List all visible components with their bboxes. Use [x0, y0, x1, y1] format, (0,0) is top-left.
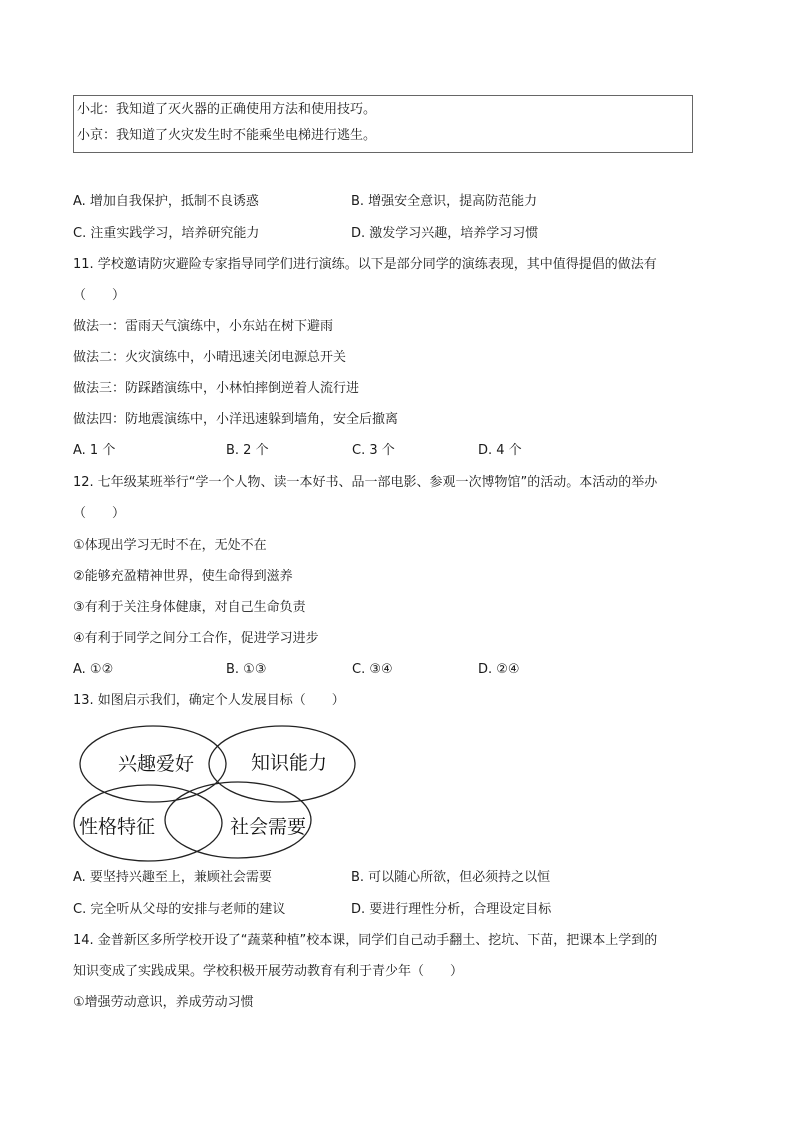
q12-item-3: ③有利于关注身体健康，对自己生命负责	[73, 600, 306, 615]
q13-option-d: D. 要进行理性分析，合理设定目标	[351, 902, 552, 917]
q14-stem-line2: 知识变成了实践成果。学校积极开展劳动教育有利于青少年（ ）	[73, 964, 464, 979]
q11-item-1: 做法一：雷雨天气演练中，小东站在树下避雨	[73, 319, 334, 334]
q14-stem-line1: 14. 金普新区多所学校开设了“蔬菜种植”校本课，同学们自己动手翻土、挖坑、下苗，把课本上学到的	[73, 933, 658, 948]
q10-option-c: C. 注重实践学习，培养研究能力	[73, 226, 260, 241]
q12-option-b: B. ①③	[226, 662, 267, 677]
q11-stem-line2: （ ）	[73, 288, 126, 303]
quote-box	[73, 95, 693, 153]
q11-item-2: 做法二：火灾演练中，小晴迅速关闭电源总开关	[73, 350, 347, 365]
venn-diagram	[70, 720, 370, 865]
q12-option-d: D. ②④	[478, 662, 520, 677]
q13-option-b: B. 可以随心所欲，但必须持之以恒	[351, 870, 551, 885]
q12-item-2: ②能够充盈精神世界，使生命得到滋养	[73, 569, 293, 584]
q11-option-c: C. 3 个	[352, 443, 395, 458]
q11-option-b: B. 2 个	[226, 443, 269, 458]
q11-stem-line1: 11. 学校邀请防灾避险专家指导同学们进行演练。以下是部分同学的演练表现，其中值得提倡的做法有	[73, 257, 657, 272]
q14-item-1: ①增强劳动意识，养成劳动习惯	[73, 995, 254, 1010]
q11-option-d: D. 4 个	[478, 443, 522, 458]
label-social: 社会需要	[230, 816, 307, 838]
q13-stem: 13. 如图启示我们，确定个人发展目标（ ）	[73, 693, 345, 708]
q11-option-a: A. 1 个	[73, 443, 116, 458]
q11-item-3: 做法三：防踩踏演练中，小林怕摔倒逆着人流行进	[73, 381, 360, 396]
q10-option-b: B. 增强安全意识，提高防范能力	[351, 194, 538, 209]
q11-item-4: 做法四：防地震演练中，小洋迅速躲到墙角，安全后撤离	[73, 412, 399, 427]
q12-option-a: A. ①②	[73, 662, 114, 677]
q10-option-a: A. 增加自我保护，抵制不良诱惑	[73, 194, 259, 209]
quote-line-xiaojing: 小京：我知道了火灾发生时不能乘坐电梯进行逃生。	[77, 128, 377, 143]
q10-option-d: D. 激发学习兴趣，培养学习习惯	[351, 226, 539, 241]
q12-item-4: ④有利于同学之间分工合作，促进学习进步	[73, 631, 319, 646]
label-personality: 性格特征	[79, 816, 156, 838]
quote-line-xiaobei: 小北：我知道了灭火器的正确使用方法和使用技巧。	[77, 102, 377, 117]
label-interest: 兴趣爱好	[118, 753, 195, 775]
q12-stem-line1: 12. 七年级某班举行“学一个人物、读一本好书、品一部电影、参观一次博物馆”的活动。本活动的举办	[73, 475, 658, 490]
q12-option-c: C. ③④	[352, 662, 393, 677]
q12-stem-line2: （ ）	[73, 506, 126, 521]
q13-option-c: C. 完全听从父母的安排与老师的建议	[73, 902, 286, 917]
label-knowledge: 知识能力	[251, 752, 328, 774]
q13-option-a: A. 要坚持兴趣至上，兼顾社会需要	[73, 870, 272, 885]
q12-item-1: ①体现出学习无时不在，无处不在	[73, 538, 267, 553]
